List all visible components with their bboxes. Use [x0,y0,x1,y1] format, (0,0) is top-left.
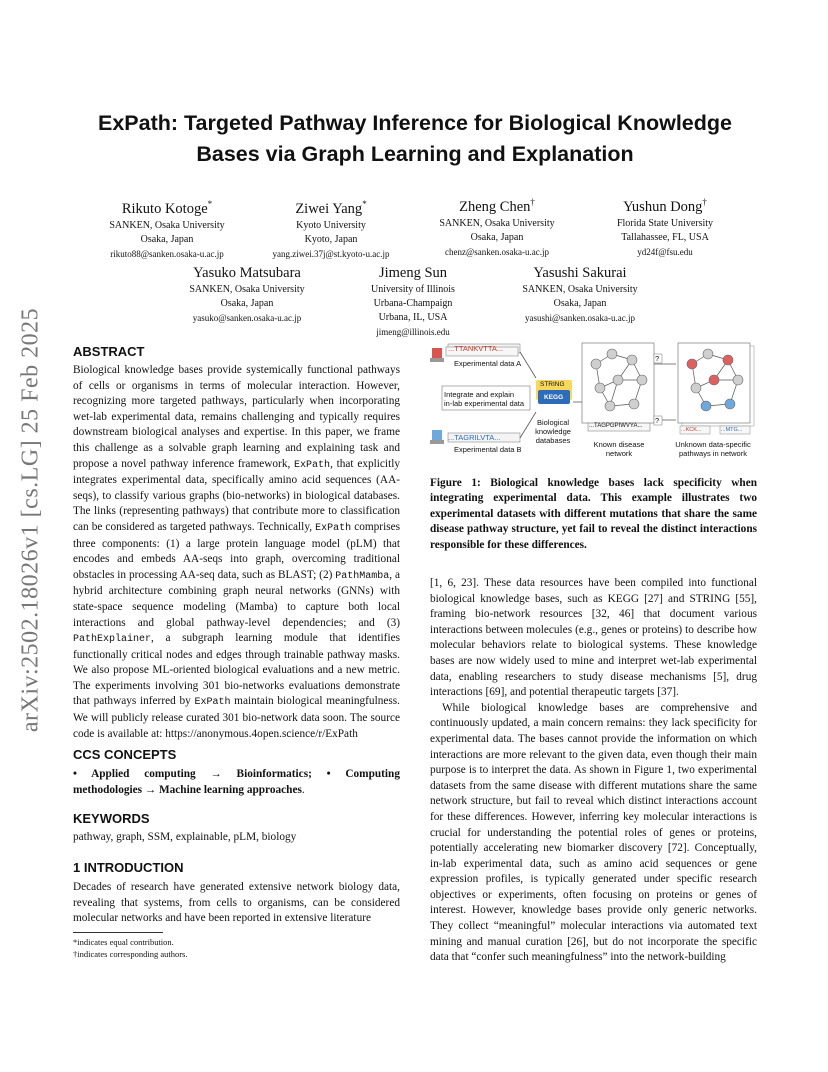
author-location: Tallahassee, FL, USA [621,231,709,243]
string-label: STRING [540,381,565,388]
code-term: PathMamba [335,570,390,582]
author-affiliation: SANKEN, Osaka University [109,219,225,231]
footnotes [73,936,400,960]
ccs-heading: CCS CONCEPTS [73,747,177,762]
kb-label: Biological knowledge databases [535,418,571,445]
author-email[interactable]: yd24f@fsu.edu [637,246,693,257]
author-mark: † [702,197,707,207]
ccs-text: • Applied computing → Bioinformatics; • Computing methodologies → Machine learning approaches [73,768,400,796]
seq-b: ...TAGRILVTA... [448,433,501,442]
author-name: Yasuko Matsubara [193,265,301,281]
author-location: Osaka, Japan [140,233,194,245]
paragraph: While biological knowledge bases are comprehensive and continuously updated, a main concern remains: they lack specificity for experimental data. The bases cannot provide the information on which interactions are more relevant to the given data, even though their main purpose is to interpret the data. As shown in Figure 1, two experimental datasets from the same disease with different mutations share the same network structure, but fail to reveal which distinct interactions account for these differences. However, inferring key molecular interactions is crucial for understanding the potential roles of genes or proteins, potentially accelerating new biomarker discovery [72]. Conceptually, in-lab experimental data, such as amino acid sequences or gene expression profiles, is typically generated under specific research objectives or experiments, often focusing on proteins or genes of interest. However, knowledge bases provide only generic networks. They collect “meaningful” molecular interactions via automated text mining and manual curation [26], but do not incorporate the specific data that “confer such meaningfulness” into the network-building [430,701,757,964]
seq-a: ...TTANKVTTA... [448,344,504,353]
author-block [256,195,406,261]
author-location: Osaka, Japan [553,298,607,309]
author-location: Kyoto, Japan [304,233,358,245]
label-data-a: Experimental data A [454,359,522,368]
code-term: ExPath [194,697,231,709]
figure-1-caption: Figure 1: Biological knowledge bases lack specificity when integrating experimental data. This example illustrates two experimental datasets with different mutations that share the same disease pathway structure, yet fail to reveal the distinct interactions responsible for these differences. [430,477,757,551]
author-affiliation: SANKEN, Osaka University [439,217,555,229]
author-location: Urbana, IL, USA [378,312,448,323]
author-name: Zheng Chen [459,198,531,215]
seq-d2: ...MTG... [721,427,743,433]
abstract-body [73,363,400,742]
author-email[interactable]: yasushi@sanken.osaka-u.ac.jp [524,313,635,323]
abstract-text: , that explicitly integrates experimental data, specifically amino acid sequences (AA-seqs), to classify various graphs (bio-networks) in biological databases. The links (representing pathways) that contribute more to classification can be considered as targeted pathways. Technically, [73,457,400,533]
author-block [505,264,655,325]
author-affiliation: Florida State University [616,217,714,229]
author-block [422,193,572,259]
keywords-heading: KEYWORDS [73,811,150,826]
author-mark: * [207,199,213,209]
author-email[interactable]: rikuto88@sanken.osaka-u.ac.jp [110,248,224,259]
footnote-rule [73,932,163,933]
integrate-label: Integrate and explain in-lab experimental data [444,390,525,408]
paragraph: [1, 6, 23]. These data resources have been compiled into functional biological knowledge bases, such as KEGG [27] and STRING [55], framing bio-network resources [32, 46] that document various interactions between molecules (e.g., genes or proteins) to describe how molecular behaviors relate to biological systems. These knowledge bases are now widely used to mine and interpret wet-lab experimental data, enabling researchers to study disease mechanisms [5], drug interactions [69], and potential therapeutic targets [37]. [430,577,757,699]
code-term: ExPath [315,522,352,534]
author-affiliation: SANKEN, Osaka University [189,284,305,295]
author-name: Ziwei Yang [295,200,363,217]
intro-text: Decades of research have generated extensive network biology data, revealing that systems, from cells to organisms, can be considered molecular networks and have been reported in extensive literature [73,881,400,925]
question-mark: ? [655,354,660,363]
footnote-1: *indicates equal contribution. [73,937,174,947]
author-name: Jimeng Sun [378,265,448,281]
arrow [520,352,536,378]
footnote-2: †indicates corresponding authors. [73,949,188,959]
author-affiliation: University of Illinois [371,284,455,295]
author-email[interactable]: yang.ziwei.37j@st.kyoto-u.ac.jp [272,248,390,259]
abstract-text: , a subgraph learning module that identifies functionally critical nodes and edges through trainable pathway masks. We also propose ML-oriented biological evaluations and a new metric. The experiments involving 301 bio-networks evaluations demonstrate that pathways inferred by [73,632,400,708]
arxiv-sidebar [8,285,54,755]
author-name: Yushun Dong [623,198,703,215]
author-name: Rikuto Kotoge [121,200,208,217]
abstract-text: maintain biological meaningfulness. We will publicly release curated 301 bio-network data soon. The source code is available at: https://anonymous.4open.science/r/ExPath [73,695,400,740]
label-data-b: Experimental data B [454,445,522,454]
author-block [590,193,740,259]
title-line-2: Bases via Graph Learning and Explanation [196,142,634,166]
abstract-text: , a hybrid architecture combining graph neural networks (GNNs) with state-space sequence modeling (Mamba) to capture both local interactions and global pathway-level dependencies; and (3) [73,568,400,629]
figure-1 [428,340,758,465]
author-location: Osaka, Japan [470,231,524,243]
code-term: ExPath [294,459,331,471]
author-block [92,195,242,261]
author-affiliation: Kyoto University [296,219,366,231]
author-affiliation-2: Urbana-Champaign [373,298,453,309]
author-name: Yasushi Sakurai [533,265,627,281]
paper-title [70,108,760,170]
author-mark: † [530,197,535,207]
unknown-network-label: Unknown data-specific pathways in network [675,440,751,458]
ccs-body [73,767,400,798]
author-block [172,264,322,325]
kegg-label: KEGG [544,394,564,401]
author-email[interactable]: chenz@sanken.osaka-u.ac.jp [445,246,549,257]
keywords-text: pathway, graph, SSM, explainable, pLM, biology [73,831,297,843]
author-location: Osaka, Japan [220,298,274,309]
author-block [338,264,488,339]
abstract-text: Biological knowledge bases provide systemically functional pathways of cells or organisms in terms of molecular interaction. However, recognizing more targeted pathways, particularly when incorporating wet-lab experimental data, remains challenging and typically requires downstream biological analyses and expertise. In this paper, we frame this challenge as a solvable graph learning and explaining task and propose a novel pathway inference framework, [73,364,400,470]
title-line-1: ExPath: Targeted Pathway Inference for Biological Knowledge [98,111,732,135]
seq-c: ...TAGPGPIWVYA... [589,423,643,429]
author-affiliation: SANKEN, Osaka University [522,284,638,295]
section-heading: 1 INTRODUCTION [73,860,184,875]
abstract-text: comprises three components: (1) a large protein language model (pLM) that encodes and embeds AA-seqs into graph, overcoming traditional obstacles in processing AA-seq data, such as BLAST; (2) [73,520,401,581]
code-term: PathExplainer [73,634,152,646]
right-column [430,576,757,966]
question-mark: ? [655,416,660,425]
seq-d1: ...KCK... [681,427,702,433]
author-email[interactable]: jimeng@illinois.edu [376,327,450,337]
known-network-label: Known disease network [593,440,645,458]
author-email[interactable]: yasuko@sanken.osaka-u.ac.jp [192,313,302,323]
arxiv-id: arXiv:2502.18026v1 [cs.LG] 25 Feb 2025 [17,307,44,733]
author-mark: * [362,199,367,209]
abstract-heading: ABSTRACT [73,344,145,359]
ccs-period: . [301,783,305,796]
